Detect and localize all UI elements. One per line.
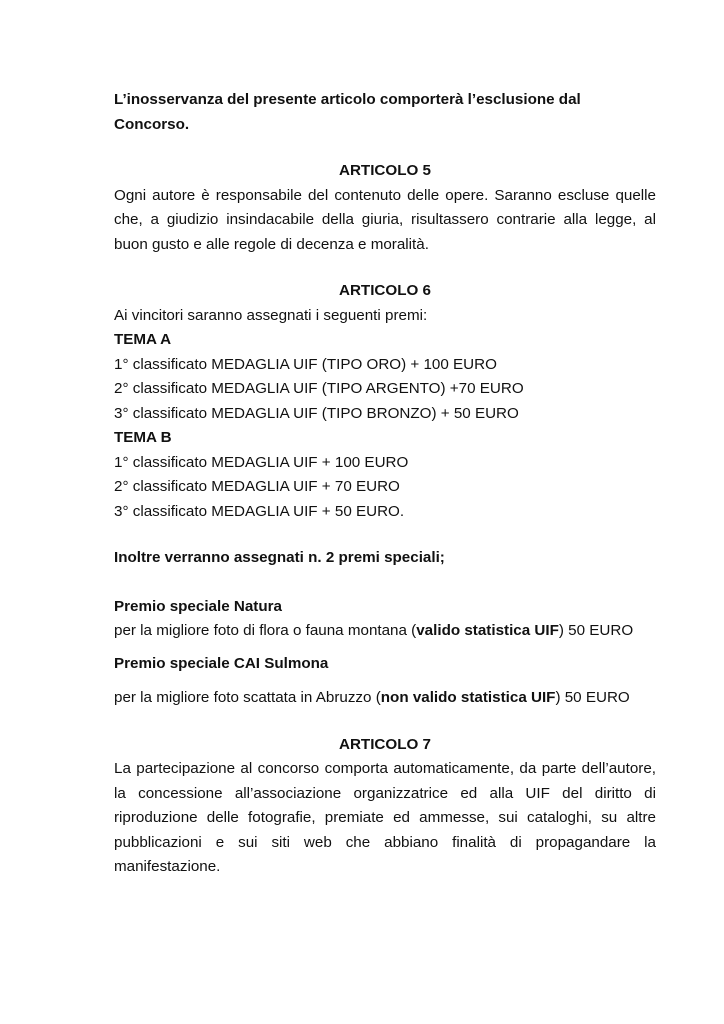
article-5-text: Ogni autore è responsabile del contenuto delle opere. Saranno escluse quelle che, a giudizio insindacabile della giuria, risultassero contrarie alla legge, al buon gusto e alle regole di decenza e moralità. xyxy=(114,186,656,253)
tema-b-prize-3: 3° classificato MEDAGLIA UIF + 50 EURO. xyxy=(114,502,405,520)
article-7-heading: ARTICOLO 7 xyxy=(339,735,431,753)
special-cai-description xyxy=(114,686,656,711)
spacer xyxy=(114,257,656,279)
special-natura-post: ) 50 EURO xyxy=(558,622,634,639)
spacer xyxy=(114,571,656,595)
tema-a-prize-1: 1° classificato MEDAGLIA UIF (TIPO ORO) + 100 EURO xyxy=(114,355,497,373)
special-cai-pre: per la migliore foto scattata in Abruzzo ( xyxy=(114,689,381,706)
article-7-text: La partecipazione al concorso comporta automaticamente, da parte dell’autore, la concessione all’associazione organizzatrice ed alla UIF del diritto di riproduzione delle fotografie, premiate ed ammesse, sui cataloghi, su altre pubblicazioni e sui siti web che abbiano finalità di propagandare la manifestazione. xyxy=(114,760,656,875)
exclusion-notice: L’inosservanza del presente articolo comporterà l’esclusione dal Concorso. xyxy=(114,91,581,133)
special-natura-title: Premio speciale Natura xyxy=(114,597,282,615)
tema-a-prize-2: 2° classificato MEDAGLIA UIF (TIPO ARGENTO) +70 EURO xyxy=(114,380,524,397)
tema-b-prize-1: 1° classificato MEDAGLIA UIF + 100 EURO xyxy=(114,453,409,471)
special-natura-description xyxy=(114,619,656,644)
special-cai-post: ) 50 EURO xyxy=(555,689,630,706)
special-prizes-intro: Inoltre verranno assegnati n. 2 premi speciali; xyxy=(114,549,445,566)
special-natura-pre: per la migliore foto di flora o fauna montana ( xyxy=(114,622,417,639)
tema-a-prize-3: 3° classificato MEDAGLIA UIF (TIPO BRONZO) + 50 EURO xyxy=(114,404,519,422)
special-natura-validity: valido statistica UIF xyxy=(416,622,559,639)
spacer xyxy=(114,137,656,159)
spacer xyxy=(114,524,656,546)
document-page xyxy=(114,88,656,880)
article-6-intro: Ai vincitori saranno assegnati i seguenti premi: xyxy=(114,306,428,324)
special-cai-validity: non valido statistica UIF xyxy=(380,689,556,706)
spacer xyxy=(114,676,656,686)
spacer xyxy=(114,644,656,652)
tema-b-title: TEMA B xyxy=(114,429,172,446)
special-cai-title: Premio speciale CAI Sulmona xyxy=(114,654,329,672)
tema-a-title: TEMA A xyxy=(114,331,172,348)
article-6-heading: ARTICOLO 6 xyxy=(339,282,431,299)
tema-b-prize-2: 2° classificato MEDAGLIA UIF + 70 EURO xyxy=(114,478,400,495)
article-5-heading: ARTICOLO 5 xyxy=(339,162,431,179)
spacer xyxy=(114,711,656,733)
